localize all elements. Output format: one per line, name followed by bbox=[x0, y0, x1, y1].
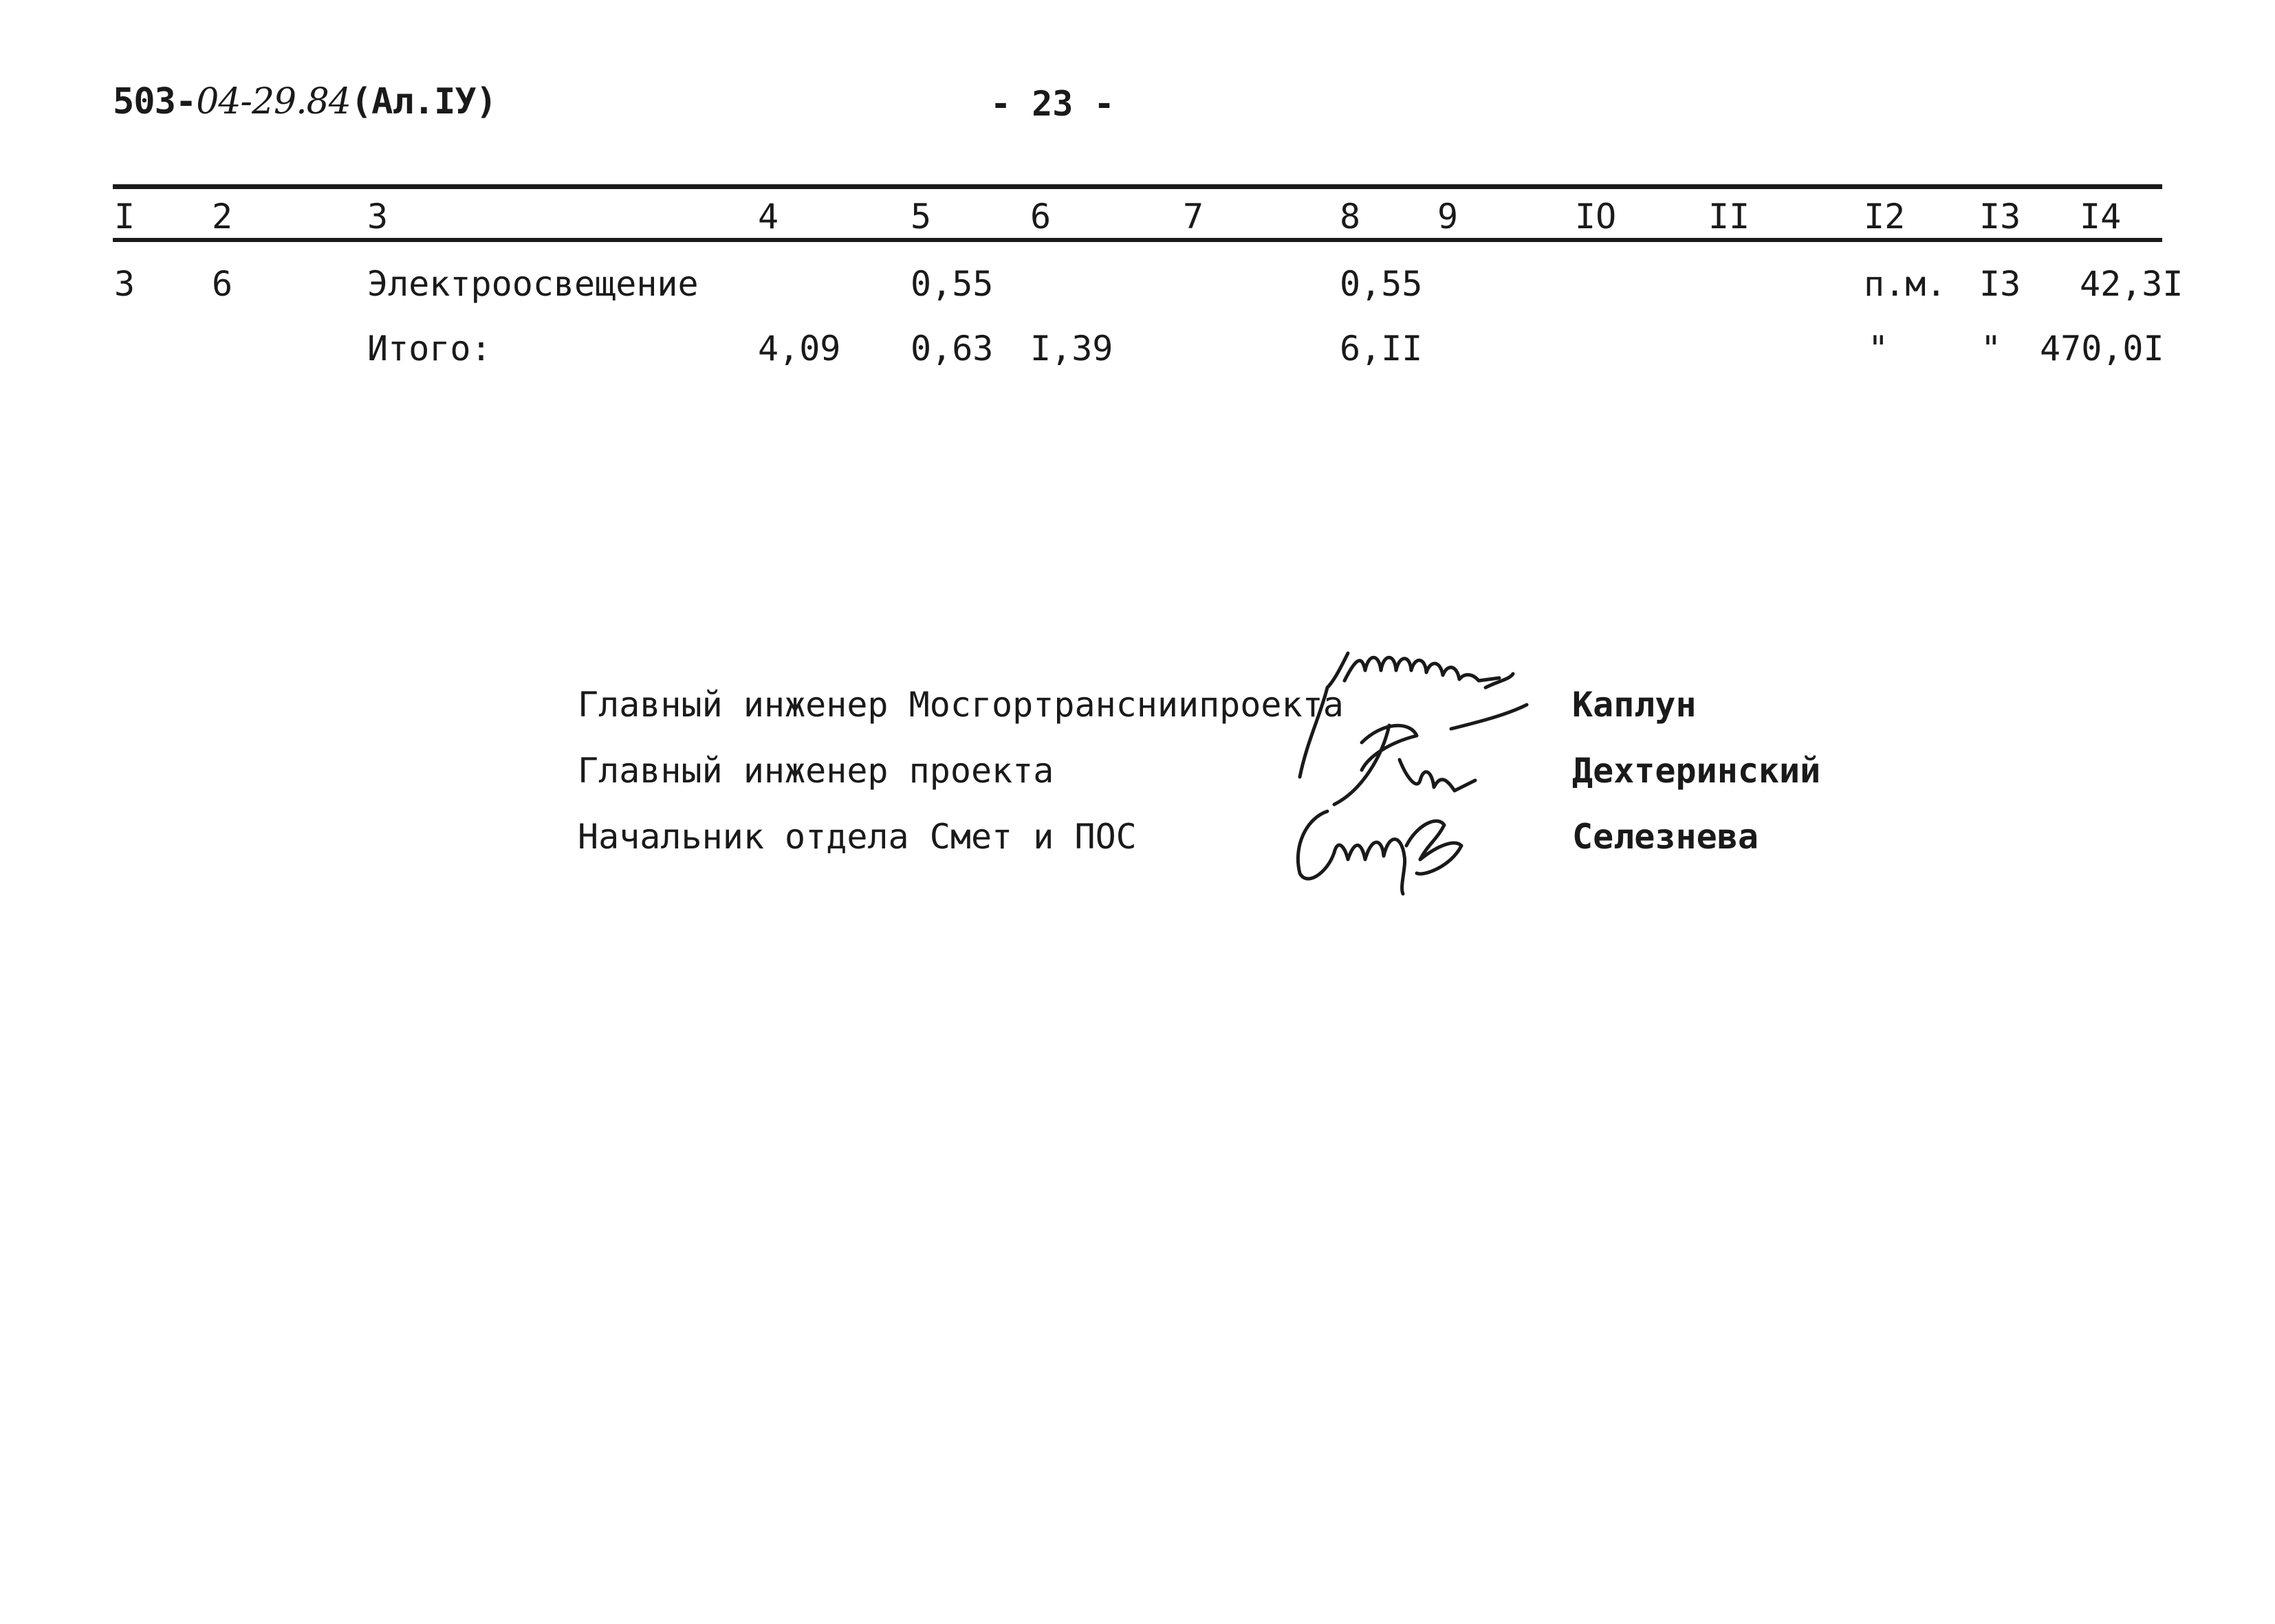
column-header: IO bbox=[1575, 197, 1617, 237]
table-cell: 42,3I bbox=[2080, 264, 2184, 304]
handwritten-signatures bbox=[1279, 639, 1582, 901]
document-code bbox=[113, 81, 497, 122]
column-header: 5 bbox=[911, 197, 932, 237]
column-header: 6 bbox=[1030, 197, 1052, 237]
signature-stroke bbox=[1334, 725, 1417, 804]
column-header: 4 bbox=[758, 197, 779, 237]
signature-name: Каплун bbox=[1572, 685, 1697, 725]
column-header: I3 bbox=[1979, 197, 2021, 237]
document-code-handwritten: 04-29.84 bbox=[196, 81, 351, 122]
table-cell: 6 bbox=[212, 264, 233, 304]
signature-name: Дехтеринский bbox=[1572, 751, 1821, 791]
signature-role: Главный инженер проекта bbox=[578, 751, 1054, 791]
column-header: 8 bbox=[1340, 197, 1361, 237]
column-header: 3 bbox=[367, 197, 389, 237]
signature-role: Начальник отдела Смет и ПОС bbox=[578, 817, 1137, 857]
page-number: - 23 - bbox=[990, 84, 1115, 124]
table-cell: I,39 bbox=[1030, 329, 1113, 369]
signature-stroke bbox=[1345, 657, 1499, 681]
column-header: II bbox=[1708, 197, 1750, 237]
column-header: 2 bbox=[212, 197, 233, 237]
column-header: I4 bbox=[2080, 197, 2122, 237]
signature-name: Селезнева bbox=[1572, 817, 1759, 857]
column-header: I2 bbox=[1864, 197, 1906, 237]
table-cell: 4,09 bbox=[758, 329, 841, 369]
table-cell: п.м. bbox=[1864, 264, 1947, 304]
column-header: 9 bbox=[1437, 197, 1459, 237]
table-header-rule bbox=[113, 238, 2162, 242]
signature-stroke bbox=[1300, 653, 1348, 777]
table-cell: Электроосвещение bbox=[367, 264, 699, 304]
signature-stroke bbox=[1298, 811, 1461, 894]
table-cell: 0,63 bbox=[911, 329, 994, 369]
table-cell: 3 bbox=[114, 264, 135, 304]
column-header: I bbox=[114, 197, 135, 237]
document-code-prefix: 503- bbox=[113, 81, 197, 122]
table-cell: Итого: bbox=[367, 329, 492, 369]
signature-stroke bbox=[1400, 705, 1527, 791]
signature-role: Главный инженер Мосгортрансниипроекта bbox=[578, 685, 1344, 725]
table-cell: 470,0I bbox=[2040, 329, 2164, 369]
table-cell: " bbox=[1981, 329, 2002, 369]
table-cell: I3 bbox=[1979, 264, 2021, 304]
table-top-rule bbox=[113, 184, 2162, 189]
table-cell: " bbox=[1868, 329, 1889, 369]
column-header: 7 bbox=[1183, 197, 1204, 237]
document-code-suffix: (Ал.IУ) bbox=[350, 81, 497, 122]
table-cell: 0,55 bbox=[1340, 264, 1423, 304]
table-cell: 0,55 bbox=[911, 264, 994, 304]
table-cell: 6,II bbox=[1340, 329, 1423, 369]
